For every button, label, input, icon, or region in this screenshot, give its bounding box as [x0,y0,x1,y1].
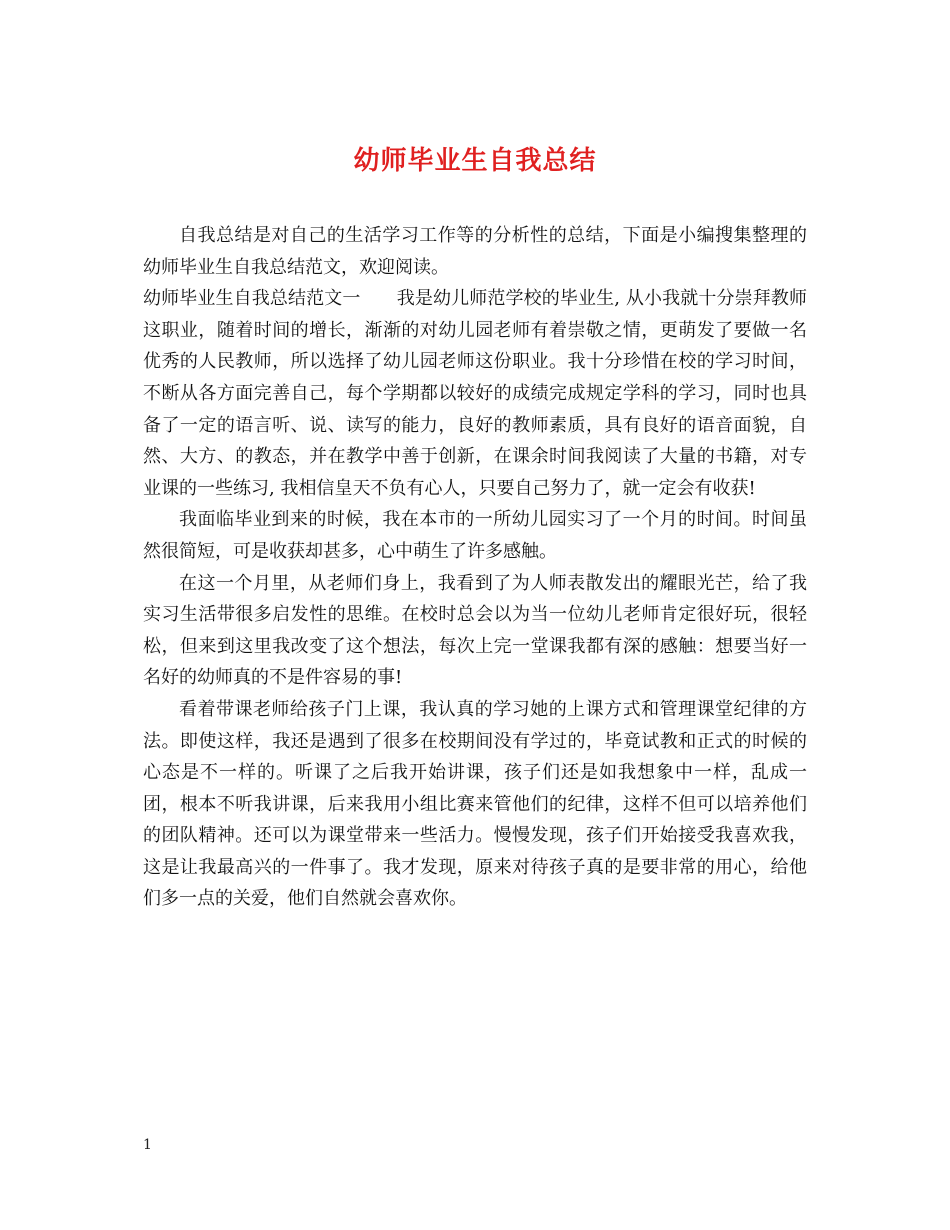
paragraph-3: 在这一个月里，从老师们身上，我看到了为人师表散发出的耀眼光芒，给了我实习生活带很多启发性的思维。在校时总会以为当一位幼儿老师肯定很好玩，很轻松，但来到这里我改变了这个想法，每次上完一堂课我都有深的感触：想要当好一名好的幼师真的不是件容易的事! [143,572,807,689]
paragraph-4: 看着带课老师给孩子门上课，我认真的学习她的上课方式和管理课堂纪律的方法。即使这样，我还是遇到了很多在校期间没有学过的，毕竟试教和正式的时候的心态是不一样的。听课了之后我开始讲课，孩子们还是如我想象中一样，乱成一团，根本不听我讲课，后来我用小组比赛来管他们的纪律，这样不但可以培养他们的团队精神。还可以为课堂带来一些活力。慢慢发现，孩子们开始接受我喜欢我，这是让我最高兴的一件事了。我才发现，原来对待孩子真的是要非常的用心，给他们多一点的关爱，他们自然就会喜欢你。 [143,698,807,910]
paragraph-2: 我面临毕业到来的时候，我在本市的一所幼儿园实习了一个月的时间。时间虽然很简短，可是收获却甚多，心中萌生了许多感触。 [143,509,807,562]
sample-heading: 幼师毕业生自我总结范文一 [143,288,361,310]
page-title: 幼师毕业生自我总结 [353,146,597,176]
sample-paragraph-1 [143,283,807,504]
document-body [143,220,807,915]
paragraph-1-text: 我是幼儿师范学校的毕业生, 从小我就十分崇拜教师这职业，随着时间的增长，渐渐的对幼儿园老师有着崇敬之情，更萌发了要做一名优秀的人民教师，所以选择了幼儿园老师这份职业。我十分珍惜在校的学习时间，不断从各方面完善自己，每个学期都以较好的成绩完成规定学科的学习，同时也具备了一定的语言听、说、读写的能力，良好的教师素质，具有良好的语音面貌，自然、大方、的教态，并在教学中善于创新，在课余时间我阅读了大量的书籍，对专业课的一些练习, 我相信皇天不负有心人，只要自己努力了，就一定会有收获! [143,288,807,499]
intro-paragraph: 自我总结是对自己的生活学习工作等的分析性的总结，下面是小编搜集整理的幼师毕业生自我总结范文，欢迎阅读。 [143,225,807,278]
page-number: 1 [143,1137,152,1153]
